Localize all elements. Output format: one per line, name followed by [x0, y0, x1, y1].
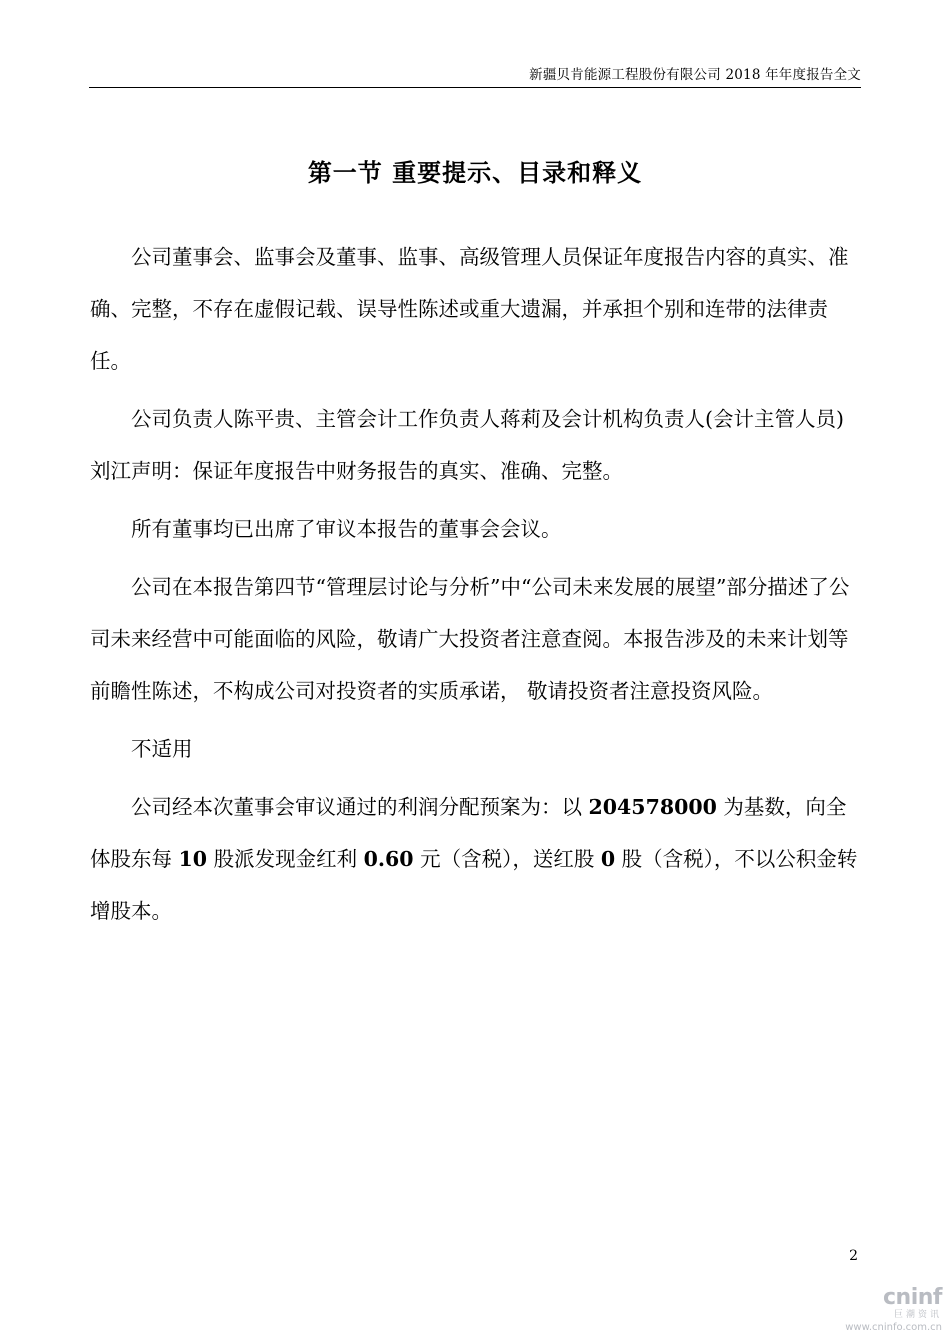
dividend-text-2: 为基数，向全体股东每: [90, 795, 847, 871]
document-body: [90, 231, 860, 937]
dividend-cash: 0.60: [363, 847, 414, 871]
page-number: 2: [849, 1248, 858, 1264]
paragraph-risk-notice: 公司在本报告第四节“管理层讨论与分析”中“公司未来发展的展望”部分描述了公司未来经营中可能面临的风险，敬请广大投资者注意查阅。本报告涉及的未来计划等前瞻性陈述，不构成公司对投资者的实质承诺， 敬请投资者注意投资风险。: [90, 575, 850, 703]
paragraph-financial-statement: 公司负责人陈平贵、主管会计工作负责人蒋莉及会计机构负责人(会计主管人员)刘江声明：保证年度报告中财务报告的真实、准确、完整。: [90, 407, 844, 483]
header-text: 新疆贝肯能源工程股份有限公司 2018 年年度报告全文: [529, 67, 861, 83]
cninfo-logo-subtitle: 巨潮资讯: [893, 1310, 942, 1320]
dividend-base-shares: 204578000: [588, 795, 717, 819]
dividend-text-5: 股（含税），不以公积金转增股本。: [90, 847, 858, 923]
dividend-bonus: 0: [600, 847, 616, 871]
cninfo-watermark: [842, 1286, 942, 1338]
dividend-text-1: 公司经本次董事会审议通过的利润分配预案为：以: [131, 795, 589, 819]
cninfo-logo: cninf: [883, 1285, 942, 1310]
dividend-per-shares: 10: [178, 847, 208, 871]
dividend-text-4: 元（含税），送红股: [413, 847, 601, 871]
paragraph-board-attendance: 所有董事均已出席了审议本报告的董事会会议。: [131, 517, 562, 541]
section-title: 第一节 重要提示、目录和释义: [307, 158, 643, 187]
paragraph-not-applicable: 不适用: [131, 737, 193, 761]
header-rule: [89, 87, 861, 88]
cninfo-url: www.cninfo.com.cn: [845, 1322, 942, 1333]
dividend-text-3: 股派发现金红利: [207, 847, 364, 871]
paragraph-dividend-plan: [90, 781, 860, 937]
paragraph-board-guarantee: 公司董事会、监事会及董事、监事、高级管理人员保证年度报告内容的真实、准确、完整，不存在虚假记载、误导性陈述或重大遗漏，并承担个别和连带的法律责任。: [90, 245, 849, 373]
